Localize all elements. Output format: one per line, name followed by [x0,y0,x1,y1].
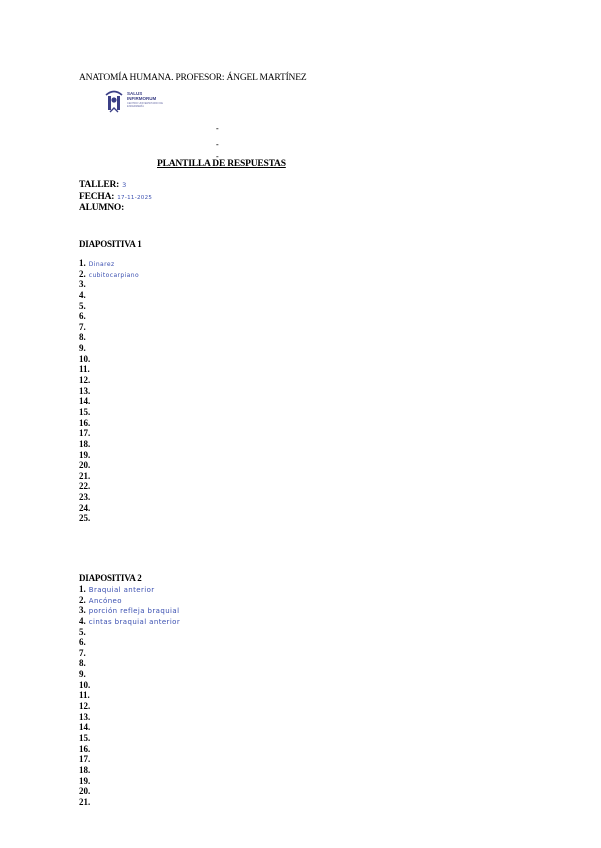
question-number: 24. [79,502,91,513]
answer-row [79,627,180,638]
dash-mark: - [216,152,219,161]
answer-row [79,712,180,723]
question-number: 14. [79,396,91,407]
answer-row [79,733,180,744]
answer-row [79,418,139,429]
answer-row [79,343,139,354]
question-number: 2. [79,594,86,605]
question-number: 16. [79,417,91,428]
answer-row [79,637,180,648]
question-number: 3. [79,279,86,290]
answer-row [79,513,139,524]
question-number: 21. [79,470,91,481]
taller-value: 3 [122,181,127,189]
question-number: 11. [79,364,90,375]
answer-row [79,776,180,787]
answer-row [79,407,139,418]
question-number: 20. [79,786,91,797]
question-number: 10. [79,353,91,364]
question-number: 8. [79,658,86,669]
question-number: 3. [79,605,86,616]
question-number: 13. [79,711,91,722]
course-header: ANATOMÍA HUMANA. PROFESOR: ÁNGEL MARTÍNEZ [79,73,307,83]
answer-row [79,290,139,301]
answer-row [79,311,139,322]
alumno-label: ALUMNO: [79,203,125,213]
answer-row [79,744,180,755]
answer-row [79,701,180,712]
question-number: 16. [79,743,91,754]
question-number: 13. [79,385,91,396]
handwritten-answer: Braquial anterior [88,586,155,594]
answer-row [79,605,180,616]
question-number: 12. [79,701,91,712]
question-number: 25. [79,513,91,524]
question-number: 15. [79,406,91,417]
answer-row [79,322,139,333]
question-number: 9. [79,669,86,680]
fecha-field [79,192,152,202]
taller-label: TALLER: [79,180,120,190]
university-logo [104,89,166,115]
logo-subtitle: CENTRO UNIVERSITARIO DE ENFERMERÍA [127,102,163,108]
answer-row [79,471,139,482]
answer-row [79,648,180,659]
answer-row [79,680,180,691]
question-number: 4. [79,289,86,300]
question-number: 14. [79,722,91,733]
answer-row [79,669,180,680]
answer-row [79,258,139,269]
question-number: 10. [79,679,91,690]
answer-row [79,450,139,461]
question-number: 6. [79,637,86,648]
question-number: 23. [79,492,91,503]
answer-row [79,584,180,595]
answer-row [79,269,139,280]
question-number: 20. [79,460,91,471]
answer-list-1 [79,258,139,524]
section-title: DIAPOSITIVA 2 [79,573,142,583]
fecha-label: FECHA: [79,192,115,202]
question-number: 19. [79,449,91,460]
answer-row [79,279,139,290]
alumno-field [79,203,127,213]
answer-row [79,503,139,514]
question-number: 19. [79,775,91,786]
question-number: 2. [79,268,86,279]
handwritten-answer: cubitocarpiano [88,271,140,279]
question-number: 4. [79,615,86,626]
question-number: 9. [79,343,86,354]
answer-row [79,460,139,471]
question-number: 17. [79,754,91,765]
question-number: 17. [79,428,91,439]
answer-row [79,754,180,765]
question-number: 1. [79,584,86,594]
question-number: 12. [79,375,91,386]
page-title: PLANTILLA DE RESPUESTAS [157,159,286,169]
question-number: 15. [79,732,91,743]
answer-row [79,396,139,407]
question-number: 5. [79,626,86,637]
answer-row [79,722,180,733]
answer-row [79,765,180,776]
dash-mark: - [216,140,219,149]
question-number: 22. [79,481,91,492]
dash-mark: - [216,124,219,133]
answer-row [79,332,139,343]
question-number: 1. [79,258,86,268]
question-number: 7. [79,647,86,658]
answer-row [79,364,139,375]
fecha-value: 17-11-2025 [117,195,153,201]
section-title: DIAPOSITIVA 1 [79,239,142,249]
answer-row [79,797,180,808]
answer-row [79,301,139,312]
handwritten-answer: porción refleja braquial [88,607,180,616]
question-number: 7. [79,321,86,332]
question-number: 5. [79,300,86,311]
question-number: 11. [79,690,90,701]
answer-row [79,428,139,439]
handwritten-answer: cintas braquial anterior [88,617,181,626]
answer-row [79,690,180,701]
logo-emblem-icon [104,89,124,115]
answer-row [79,439,139,450]
taller-field [79,180,127,190]
question-number: 18. [79,438,91,449]
answer-list-2 [79,584,180,807]
handwritten-answer: Dinarez [88,261,115,268]
question-number: 8. [79,332,86,343]
answer-row [79,354,139,365]
answer-row [79,786,180,797]
answer-row [79,375,139,386]
question-number: 6. [79,311,86,322]
handwritten-answer: Ancóneo [88,596,122,605]
answer-row [79,616,180,627]
answer-row [79,595,180,606]
answer-row [79,658,180,669]
logo-wordmark: SALUS INFIRMORUM [127,91,157,101]
answer-row [79,492,139,503]
question-number: 21. [79,796,91,807]
question-number: 18. [79,764,91,775]
answer-row [79,481,139,492]
answer-row [79,386,139,397]
